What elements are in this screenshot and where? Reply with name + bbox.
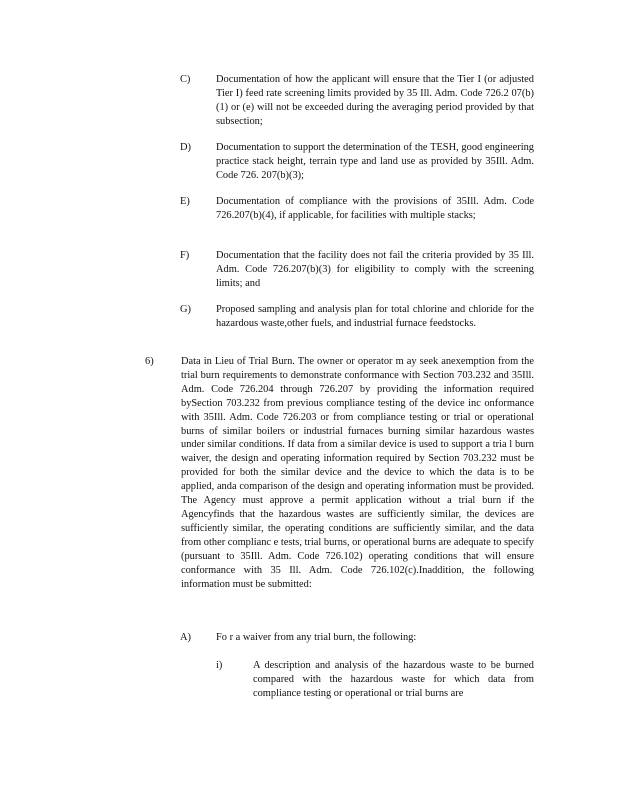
section-6-label: 6): [145, 356, 154, 367]
sub-a-label: A): [180, 632, 191, 643]
section-6-text: Data in Lieu of Trial Burn. The owner or operator m ay seek anexemption from the trial burn requirements to demonstrate conformance with Section 703.232 and 35Ill. Adm. Code 726.204 through 726.207 by providing the information required bySection 703.232 from previous compliance testing of the device inc onformance with 35Ill. Adm. Code 726.203 or from compliance testing or trial or operational burns of similar boilers or industrial furnaces burning similar hazardous wastes under similar conditions. If data from a similar device is used to support a tria l burn waiver, the design and operating information required by Section 703.232 must be provided for both the similar device and the device to which the data is to be applied, anda comparison of the design and operating information must be provided. The Agency must approve a permit application without a trial burn if the Agencyfinds that the hazardous wastes are sufficiently similar, the devices are sufficiently similar, the operating conditions are sufficiently similar, and the data from other complianc e tests, trial burns, or operational burns are adequate to specify (pursuant to 35Ill. Adm. Code 726.102) operating conditions that will ensure conformance with 35 Ill. Adm. Code 726.102(c).Inaddition, the following information must be submitted:: [181, 356, 537, 590]
item-e-label: E): [180, 196, 190, 207]
sub-a-i-label: i): [216, 660, 223, 671]
item-d-label: D): [180, 142, 191, 153]
item-c-text: Documentation of how the applicant will ensure that the Tier I (or adjusted Tier I) feed rate screening limits provided by 35 Ill. Adm. Code 726.2 07(b)(1) or (e) will not be exceeded during the averaging period provided by that subsection;: [216, 74, 537, 127]
sub-a-text: Fo r a waiver from any trial burn, the following:: [216, 632, 417, 643]
item-c-label: C): [180, 74, 191, 85]
item-f-text: Documentation that the facility does not fail the criteria provided by 35 Ill. Adm. Code 726.207(b)(3) for eligibility to comply with the screening limits; and: [216, 250, 537, 289]
item-g-label: G): [180, 304, 191, 315]
sub-a-i-text: A description and analysis of the hazardous waste to be burned compared with the hazardous waste for which data from compliance testing or operational or trial burns are: [253, 660, 537, 699]
item-f-label: F): [180, 250, 190, 261]
item-g-text: Proposed sampling and analysis plan for total chlorine and chloride for the hazardous waste,other fuels, and industrial furnace feedstocks.: [216, 304, 537, 329]
item-e-text: Documentation of compliance with the provisions of 35Ill. Adm. Code 726.207(b)(4), if applicable, for facilities with multiple stacks;: [216, 196, 537, 221]
item-d-text: Documentation to support the determination of the TESH, good engineering practice stack height, terrain type and land use as provided by 35Ill. Adm. Code 726. 207(b)(3);: [216, 142, 537, 181]
